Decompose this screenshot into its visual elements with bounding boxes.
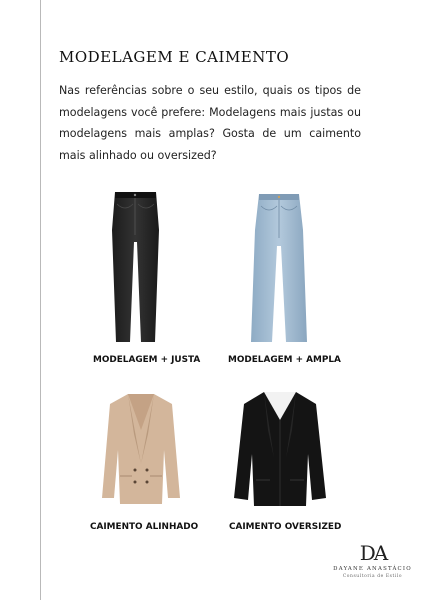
beige-blazer-image bbox=[98, 390, 184, 510]
black-skinny-jeans-image bbox=[95, 190, 175, 350]
caption-modelagem-ampla: MODELAGEM + AMPLA bbox=[228, 355, 341, 365]
intro-paragraph: Nas referências sobre o seu estilo, quais os tipos de modelagens você prefere: Modelagens mais justas ou modelagens mais amplas? Gosta de um caimento mais alinhado ou oversized? bbox=[59, 84, 361, 162]
light-wide-leg-jeans-image bbox=[240, 190, 320, 350]
caption-modelagem-justa: MODELAGEM + JUSTA bbox=[93, 355, 201, 365]
page-title: MODELAGEM E CAIMENTO bbox=[59, 48, 290, 66]
caption-caimento-alinhado: CAIMENTO ALINHADO bbox=[90, 522, 199, 532]
black-oversized-blazer-image bbox=[230, 388, 330, 512]
brand-logo bbox=[330, 540, 415, 584]
logo-monogram: DA bbox=[359, 541, 387, 565]
logo-name: DAYANE ANASTÁCIO bbox=[333, 566, 412, 572]
left-margin-line bbox=[40, 0, 41, 600]
caption-caimento-oversized: CAIMENTO OVERSIZED bbox=[229, 522, 342, 532]
logo-tagline: Consultoria de Estilo bbox=[342, 574, 403, 579]
